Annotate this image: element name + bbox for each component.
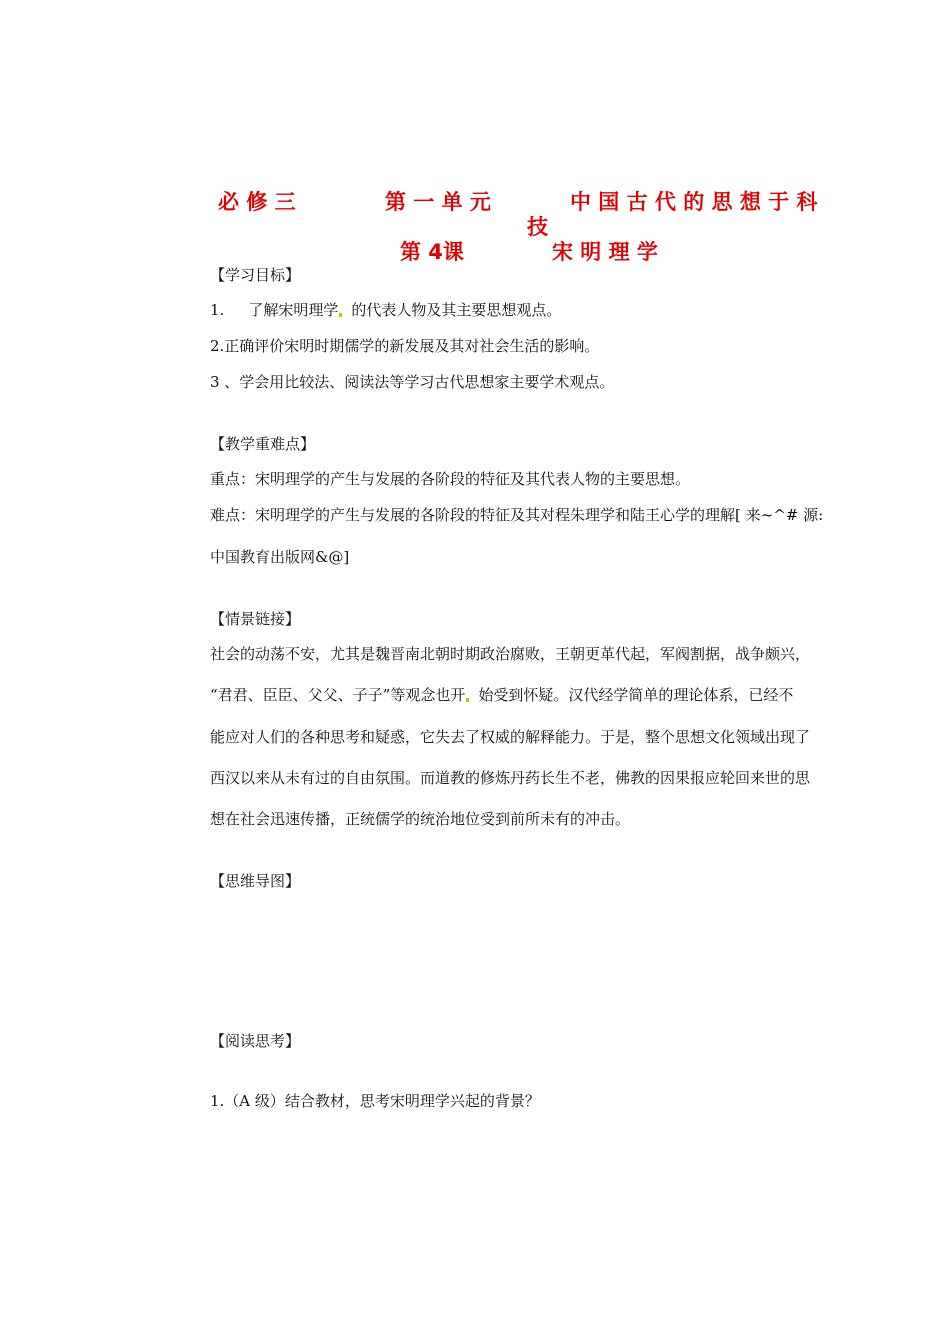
key-point-focus: 重点：宋明理学的产生与发展的各阶段的特征及其代表人物的主要思想。 [210,470,691,488]
scenario-line-5: 想在社会迅速传播，正统儒学的统治地位受到前所未有的冲击。 [210,810,631,828]
objective-item-1-text-b: 的代表人物及其主要思想观点。 [351,301,562,319]
mind-map-heading: 【思维导图】 [210,872,301,890]
scenario-line-2 [210,685,793,705]
title-part-unit: 第 一 单 元 [385,190,491,214]
scenario-line-2-b: 始受到怀疑。汉代经学简单的理论体系，已经不 [478,686,794,704]
title-lesson-name: 宋 明 理 学 [552,240,658,264]
key-points-heading: 【教学重难点】 [210,435,316,453]
yellow-mark-icon [466,698,469,702]
title-part-unit-name-wrap: 技 [527,215,548,239]
scenario-line-1: 社会的动荡不安，尤其是魏晋南北朝时期政治腐败，王朝更革代起，军阀割据，战争颇兴， [210,645,811,663]
key-point-difficulty-line-2: 中国教育出版网&@] [210,548,350,566]
title-lesson-number: 第 4课 [400,240,464,264]
reading-heading: 【阅读思考】 [210,1032,301,1050]
key-point-difficulty-line-1: 难点：宋明理学的产生与发展的各阶段的特征及其对程朱理学和陆王心学的理解[ 来~^# 源: [210,506,824,524]
reading-question-1: 1.（A 级）结合教材，思考宋明理学兴起的背景？ [210,1092,540,1110]
scenario-line-4: 西汉以来从未有过的自由氛围。而道教的修炼丹药长生不老，佛教的因果报应轮回来世的思 [210,769,811,787]
scenario-line-2-a: “君君、臣臣、父父、子子”等观念也开 [210,686,466,704]
objective-item-2: 2.正确评价宋明时期儒学的新发展及其对社会生活的影响。 [210,337,600,355]
title-part-course: 必 修 三 [218,190,296,214]
objective-item-1-text-a: 了解宋明理学 [248,301,339,319]
scenario-line-3: 能应对人们的各种思考和疑惑，它失去了权威的解释能力。于是，整个思想文化领域出现了 [210,728,811,746]
objective-item-1 [210,300,561,320]
objective-item-3: 3 、学会用比较法、阅读法等学习古代思想家主要学术观点。 [210,373,615,391]
objectives-heading: 【学习目标】 [210,266,301,284]
objective-item-1-number: 1. [210,301,225,319]
yellow-mark-icon [339,313,342,317]
scenario-heading: 【情景链接】 [210,610,301,628]
title-part-unit-name: 中 国 古 代 的 思 想 于 科 [570,190,818,214]
